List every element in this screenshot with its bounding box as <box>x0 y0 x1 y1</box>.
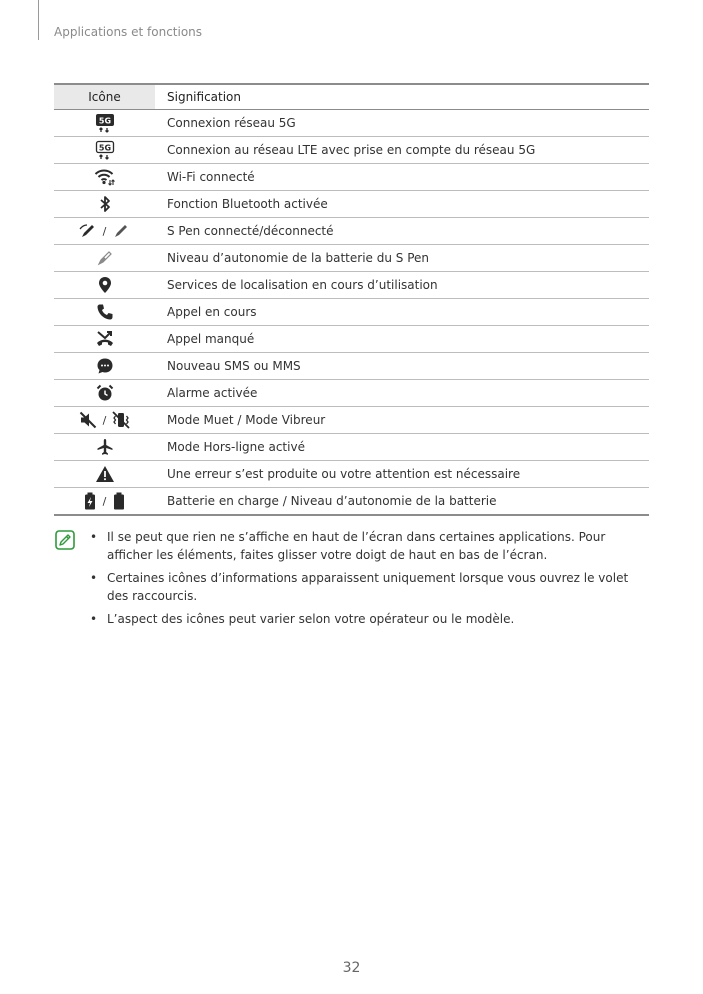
table-row <box>54 110 649 137</box>
s-pen-battery-icon <box>96 249 114 267</box>
row-meaning: Connexion au réseau LTE avec prise en compte du réseau 5G <box>155 137 649 164</box>
table-row <box>54 380 649 407</box>
column-header-icon: Icône <box>54 84 155 110</box>
note-item: • Il se peut que rien ne s’affiche en haut de l’écran dans certaines applications. Pour afficher les éléments, faites glisser votre doigt de haut en bas de l’écran. <box>90 528 635 564</box>
wifi-connected-icon <box>94 168 116 186</box>
notes-list <box>90 528 635 633</box>
table-row <box>54 137 649 164</box>
row-meaning: Connexion réseau 5G <box>155 110 649 137</box>
note-item: • L’aspect des icônes peut varier selon votre opérateur ou le modèle. <box>90 610 635 628</box>
alarm-icon <box>96 384 114 402</box>
status-icons-table <box>54 83 649 516</box>
row-meaning: Nouveau SMS ou MMS <box>155 353 649 380</box>
icon-separator: / <box>102 413 107 427</box>
table-row <box>54 461 649 488</box>
row-meaning: Fonction Bluetooth activée <box>155 191 649 218</box>
table-row <box>54 164 649 191</box>
s-pen-connected-icon <box>79 222 97 240</box>
section-header: Applications et fonctions <box>54 25 203 39</box>
table-row <box>54 353 649 380</box>
icon-separator: / <box>102 224 107 238</box>
note-icon <box>55 530 75 550</box>
row-meaning: Appel manqué <box>155 326 649 353</box>
table-row <box>54 326 649 353</box>
row-meaning: Mode Hors-ligne activé <box>155 434 649 461</box>
table-row <box>54 407 649 434</box>
table-row <box>54 272 649 299</box>
row-meaning: Appel en cours <box>155 299 649 326</box>
s-pen-disconnected-icon <box>112 222 130 240</box>
lte-5g-network-icon <box>95 140 115 160</box>
table-row <box>54 191 649 218</box>
row-meaning: Services de localisation en cours d’utilisation <box>155 272 649 299</box>
row-meaning: Une erreur s’est produite ou votre attention est nécessaire <box>155 461 649 488</box>
location-icon <box>98 276 112 294</box>
table-row <box>54 245 649 272</box>
table-row <box>54 299 649 326</box>
5g-network-icon <box>95 113 115 133</box>
warning-icon <box>95 465 115 483</box>
page-number: 32 <box>342 960 361 976</box>
vibrate-icon <box>112 411 130 429</box>
row-meaning: Mode Muet / Mode Vibreur <box>155 407 649 434</box>
call-icon <box>96 303 114 321</box>
table-row <box>54 488 649 516</box>
message-icon <box>96 357 114 375</box>
icon-separator: / <box>102 494 107 508</box>
airplane-icon <box>96 438 114 456</box>
row-meaning: Alarme activée <box>155 380 649 407</box>
row-meaning: Wi-Fi connecté <box>155 164 649 191</box>
missed-call-icon <box>96 330 114 348</box>
svg-text:5G: 5G <box>98 143 111 153</box>
table-row <box>54 434 649 461</box>
bluetooth-icon <box>98 195 112 213</box>
column-header-meaning: Signification <box>155 84 649 110</box>
row-meaning: Batterie en charge / Niveau d’autonomie de la batterie <box>155 488 649 516</box>
svg-text:5G: 5G <box>98 116 111 126</box>
table-row <box>54 218 649 245</box>
margin-rule <box>38 0 39 40</box>
note-item: • Certaines icônes d’informations apparaissent uniquement lorsque vous ouvrez le volet des raccourcis. <box>90 569 635 605</box>
table-header-row <box>54 84 649 110</box>
mute-icon <box>79 411 97 429</box>
battery-level-icon <box>112 492 126 510</box>
battery-charging-icon <box>83 492 97 510</box>
row-meaning: Niveau d’autonomie de la batterie du S Pen <box>155 245 649 272</box>
row-meaning: S Pen connecté/déconnecté <box>155 218 649 245</box>
